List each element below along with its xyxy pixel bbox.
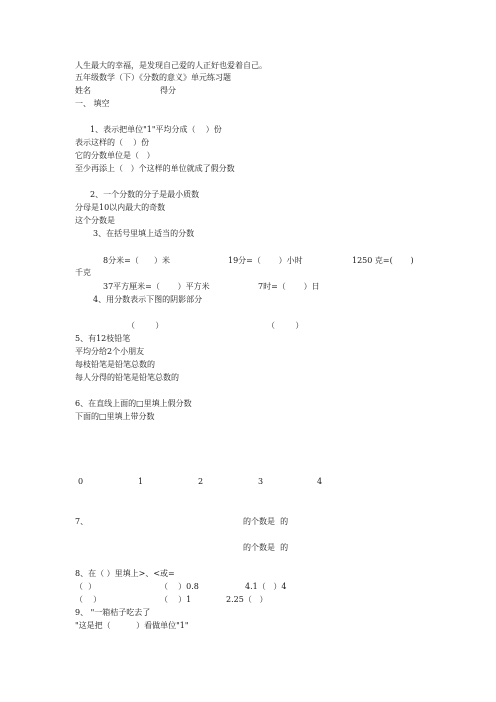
q8-r2b: （ ）1 xyxy=(160,595,192,604)
q9-line2: "这是把（ ）看做单位"1" xyxy=(75,621,189,630)
q1-line1: 1、表示把单位"1"平均分成（ ）份 xyxy=(90,125,222,134)
q2-line1: 2、一个分数的分子是最小质数 xyxy=(90,190,200,199)
motto: 人生最大的幸福，是发现自己爱的人正好也爱着自己。 xyxy=(75,61,267,70)
axis-label-2: 2 xyxy=(198,477,204,486)
q3-b: 19分=（ ）小时 xyxy=(228,256,303,265)
q7-line2: 的个数是 的 xyxy=(243,543,289,552)
q1-line4: 至少再添上（ ）个这样的单位就成了假分数 xyxy=(75,164,235,173)
q3-line1: 3、在括号里填上适当的分数 xyxy=(93,229,195,238)
q8-r1a: （ ） xyxy=(75,582,97,591)
q9-line1: 9、 "一箱桔子吃去了 xyxy=(75,608,151,617)
q2-line2: 分母是10以内最大的奇数 xyxy=(75,203,166,212)
q4-blank1: （ ） xyxy=(127,321,164,330)
q1-line2: 表示这样的（ ）份 xyxy=(75,138,150,147)
axis-label-0: 0 xyxy=(78,477,84,486)
q8-r2a: （ ） xyxy=(75,595,102,604)
q6-line2: 下面的□里填上带分数 xyxy=(75,412,155,421)
q2-line3: 这个分数是 xyxy=(75,216,115,225)
q3-c: 1250 克=( ) xyxy=(352,256,414,265)
q5-line1: 5、有12枝铅笔 xyxy=(75,334,131,343)
q4-line1: 4、用分数表示下图的阴影部分 xyxy=(93,295,203,304)
q8-r2c: 2.25（ ） xyxy=(226,595,268,604)
q4-blank2: （ ） xyxy=(267,321,304,330)
q7-line1: 的个数是 的 xyxy=(243,517,289,526)
worksheet-title: 五年级数学（下）《分数的意义》单元练习题 xyxy=(75,73,231,82)
q3-c-unit: 千克 xyxy=(75,268,91,277)
axis-label-3: 3 xyxy=(258,477,264,486)
q3-e: 7时=（ ）日 xyxy=(258,282,320,291)
q1-line3: 它的分数单位是（ ） xyxy=(75,151,155,160)
q5-line2: 平均分给2个小朋友 xyxy=(75,347,145,356)
score-label: 得分 xyxy=(160,86,176,95)
axis-label-4: 4 xyxy=(317,477,323,486)
name-label: 姓名 xyxy=(75,86,91,95)
q5-line3: 每枝铅笔是铅笔总数的 xyxy=(75,360,155,369)
q6-line1: 6、在直线上面的□里填上假分数 xyxy=(75,399,192,408)
q3-d: 37平方厘米=（ ）平方米 xyxy=(103,282,210,291)
q5-line4: 每人分得的铅笔是铅笔总数的 xyxy=(75,373,179,382)
section-heading: 一、 填空 xyxy=(75,99,110,108)
q8-r1c: 4.1（ ）4 xyxy=(245,582,287,591)
q7-label: 7、 xyxy=(75,517,89,526)
q8-r1b: （ ）0.8 xyxy=(160,582,199,591)
axis-label-1: 1 xyxy=(138,477,144,486)
q8-line1: 8、在（ ）里填上>、<或= xyxy=(75,569,175,578)
q3-a: 8分米=（ ）米 xyxy=(103,256,171,265)
